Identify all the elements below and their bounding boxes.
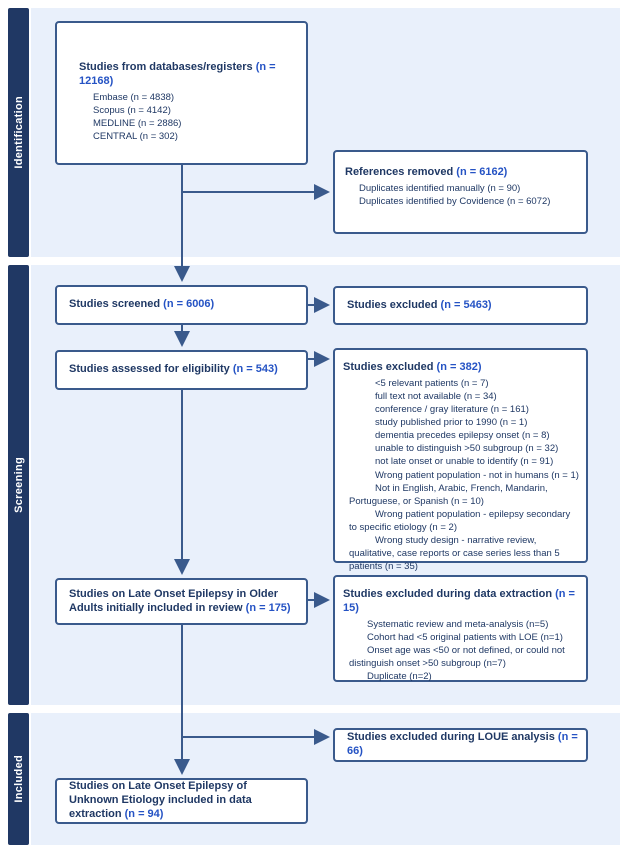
- box-excluded-extraction-title-text: Studies excluded during data extraction: [343, 588, 553, 600]
- list-item: Systematic review and meta-analysis (n=5): [367, 618, 549, 630]
- box-loue-final-title: [69, 780, 296, 821]
- list-item: conference / gray literature (n = 161): [375, 403, 529, 415]
- box-excluded-screening-count: (n = 5463): [440, 298, 492, 311]
- box-excluded-eligibility-title: [343, 361, 580, 375]
- box-assessed-title-text: Studies assessed for eligibility: [69, 363, 230, 376]
- box-screened: [55, 285, 308, 325]
- box-assessed-title: [69, 363, 298, 377]
- box-excluded-eligibility-title-text: Studies excluded: [343, 361, 434, 373]
- box-excluded-extraction-title: [343, 588, 580, 616]
- list-item: Cohort had <5 original patients with LOE (n=1): [367, 631, 563, 643]
- box-loue-final: [55, 778, 308, 824]
- list-item: Wrong patient population - not in humans (n = 1): [375, 469, 579, 481]
- list-item: dementia precedes epilepsy onset (n = 8): [375, 430, 550, 442]
- list-item: CENTRAL (n = 302): [93, 130, 178, 142]
- box-references-removed-title-text: References removed: [345, 166, 454, 178]
- identification-label: Identification: [12, 96, 25, 169]
- box-assessed: [55, 350, 308, 390]
- box-excluded-loue-title: [347, 731, 578, 759]
- box-databases: [55, 21, 308, 165]
- box-references-removed-count: (n = 6162): [456, 166, 508, 178]
- box-loe-included: [55, 578, 308, 625]
- box-references-removed-items: [345, 182, 578, 208]
- box-excluded-loue-count: (n = 66): [347, 731, 578, 757]
- list-item: Onset age was <50 or not defined, or could not distinguish onset >50 subgroup (n=7): [349, 644, 565, 669]
- box-excluded-eligibility-items: [343, 377, 580, 574]
- list-item: Wrong patient population - epilepsy secondary to specific etiology (n = 2): [349, 508, 571, 533]
- box-databases-title: [79, 61, 298, 89]
- list-item: Duplicate (n=2): [367, 670, 432, 682]
- list-item: study published prior to 1990 (n = 1): [375, 417, 528, 429]
- screening-label: Screening: [12, 457, 25, 513]
- included-sidebar: [8, 713, 29, 845]
- box-excluded-screening-title-text: Studies excluded: [347, 298, 438, 311]
- identification-sidebar: [8, 8, 29, 257]
- box-references-removed: [333, 150, 588, 234]
- list-item: Not in English, Arabic, French, Mandarin, Portuguese, or Spanish (n = 10): [349, 482, 548, 507]
- box-loe-included-title-text: Studies on Late Onset Epilepsy in Older Adults initially included in review: [69, 587, 279, 614]
- list-item: Duplicates identified by Covidence (n = 6072): [359, 195, 551, 207]
- list-item: Wrong study design - narrative review, qualitative, case reports or case series less than 5 patients (n = 35): [349, 535, 560, 573]
- list-item: Scopus (n = 4142): [93, 104, 171, 116]
- list-item: unable to distinguish >50 subgroup (n = 32): [375, 443, 559, 455]
- list-item: Embase (n = 4838): [93, 91, 175, 103]
- box-databases-title-text: Studies from databases/registers: [79, 61, 253, 73]
- box-assessed-count: (n = 543): [232, 363, 278, 376]
- box-excluded-loue-title-text: Studies excluded during LOUE analysis: [347, 731, 555, 744]
- box-excluded-loue: [333, 728, 588, 762]
- box-databases-count: (n = 12168): [79, 61, 276, 87]
- list-item: not late onset or unable to identify (n = 91): [375, 456, 554, 468]
- box-loe-included-title: [69, 588, 296, 616]
- box-excluded-screening-title: [347, 299, 578, 313]
- box-loue-final-count: (n = 94): [124, 807, 164, 820]
- box-loe-included-count: (n = 175): [245, 601, 291, 614]
- box-screened-count: (n = 6006): [163, 298, 215, 311]
- box-databases-items: [79, 91, 298, 143]
- box-excluded-eligibility: [333, 348, 588, 573]
- list-item: <5 relevant patients (n = 7): [375, 377, 489, 389]
- box-loue-final-title-text: Studies on Late Onset Epilepsy of Unknown Etiology included in data extraction: [69, 780, 252, 820]
- list-item: full text not available (n = 34): [375, 390, 497, 402]
- included-label: Included: [12, 755, 25, 803]
- box-screened-title: [69, 298, 298, 312]
- list-item: MEDLINE (n = 2886): [93, 117, 182, 129]
- screening-sidebar: [8, 265, 29, 705]
- box-excluded-extraction-count: (n = 15): [343, 588, 575, 614]
- list-item: Duplicates identified manually (n = 90): [359, 182, 521, 194]
- box-screened-title-text: Studies screened: [69, 298, 161, 311]
- box-excluded-extraction: [333, 575, 588, 682]
- box-excluded-extraction-items: [343, 618, 580, 684]
- box-excluded-eligibility-count: (n = 382): [436, 361, 482, 373]
- box-excluded-screening: [333, 286, 588, 325]
- box-references-removed-title: [345, 166, 578, 180]
